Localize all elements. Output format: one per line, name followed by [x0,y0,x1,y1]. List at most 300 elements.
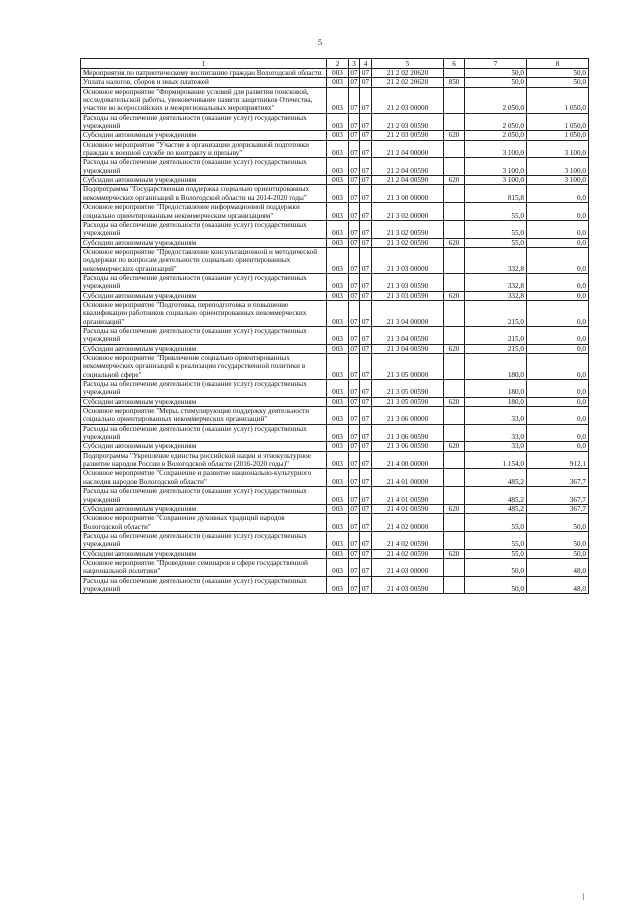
amount-year1-cell: 1 154,0 [465,451,527,469]
admin-code-cell: 003 [327,354,349,380]
section-cell: 07 [350,291,358,300]
row-name-cell: Расходы на обеспечение деятельности (оказание услуг) государственных учреждений [81,531,327,549]
row-name-cell: Мероприятия по патриотическому воспитанию граждан Вологодской области [81,69,327,78]
admin-code-cell: 003 [327,576,349,594]
expense-type-cell: 620 [444,131,465,140]
subsection-cell: 07 [360,326,372,344]
table-row [81,131,589,140]
target-article-cell: 21 3 02 00590 [372,238,444,247]
admin-code-cell: 003 [327,514,349,532]
table-row [81,451,589,469]
subsection-cell: 07 [360,576,372,594]
subsection-cell: 07 [360,247,372,273]
target-article-cell: 21 3 04 00590 [372,344,444,353]
amount-year1-cell: 3 100,0 [465,158,527,176]
admin-code-cell: 003 [327,451,349,469]
table-row [81,247,589,273]
expense-type-cell [444,203,465,221]
amount-year2-cell: 0,0 [527,354,589,380]
column-header: 2 [327,59,349,69]
column-header: 7 [465,59,527,69]
row-name-cell: Основное мероприятие "Привлечение социально ориентированных некоммерческих организаций к реализации государственной политики в социальной сфере" [81,354,327,380]
amount-year2-cell: 1 050,0 [527,113,589,131]
table-row [81,442,589,451]
subsection-cell: 07 [360,354,372,380]
amount-year2-cell: 48,0 [527,558,589,576]
subsection-cell: 07 [360,487,372,505]
row-name-cell: Субсидии автономным учреждениям [81,291,327,300]
amount-year2-cell: 0,0 [527,326,589,344]
expense-type-cell: 620 [444,344,465,353]
target-article-cell: 21 4 02 00590 [372,531,444,549]
row-name-cell: Субсидии автономным учреждениям [81,344,327,353]
target-article-cell: 21 4 00 00000 [372,451,444,469]
subsection-cell: 07 [360,380,372,398]
target-article-cell: 21 3 06 00000 [372,407,444,425]
amount-year1-cell: 55,0 [465,549,527,558]
table-row [81,78,589,87]
admin-code-cell: 003 [327,326,349,344]
table-row [81,238,589,247]
table-row [81,220,589,238]
column-header: 8 [527,59,589,69]
table-row [81,397,589,406]
amount-year2-cell: 367,7 [527,487,589,505]
table-row [81,69,589,78]
section-cell: 07 [350,442,358,451]
target-article-cell: 21 2 04 00590 [372,176,444,185]
amount-year1-cell: 50,0 [465,69,527,78]
expense-type-cell [444,424,465,442]
section-cell: 07 [349,558,360,576]
amount-year1-cell: 33,0 [465,407,527,425]
amount-year1-cell: 55,0 [465,203,527,221]
amount-year1-cell: 55,0 [465,220,527,238]
column-header: 5 [372,59,444,69]
section-cell: 07 [349,407,360,425]
row-name-cell: Расходы на обеспечение деятельности (оказание услуг) государственных учреждений [81,424,327,442]
table-row [81,273,589,291]
row-name-cell: Расходы на обеспечение деятельности (оказание услуг) государственных учреждений [81,220,327,238]
amount-year1-cell: 215,0 [465,300,527,326]
subsection-cell: 07 [360,451,372,469]
admin-code-cell: 003 [327,469,349,487]
row-name-cell: Субсидии автономным учреждениям [81,549,327,558]
admin-code-cell: 003 [327,203,349,221]
subsection-cell: 07 [360,113,372,131]
amount-year1-cell: 332,8 [465,247,527,273]
subsection-cell: 07 [360,158,372,176]
target-article-cell: 21 3 05 00000 [372,354,444,380]
subsection-cell: 07 [360,69,372,78]
amount-year2-cell: 912,1 [527,451,589,469]
subsection-cell: 07 [360,78,372,87]
subsection-cell: 07 [360,300,372,326]
table-row [81,531,589,549]
table-row [81,380,589,398]
subsection-cell: 07 [360,469,372,487]
admin-code-cell: 003 [327,344,349,353]
subsection-cell: 07 [360,442,372,451]
section-cell: 07 [349,140,360,158]
section-cell: 07 [349,247,360,273]
expense-type-cell [444,185,465,203]
table-row [81,549,589,558]
column-header: 6 [444,59,465,69]
table-row [81,176,589,185]
amount-year2-cell: 0,0 [527,344,589,353]
subsection-cell: 07 [360,185,372,203]
expense-type-cell [444,247,465,273]
amount-year1-cell: 332,8 [465,273,527,291]
subsection-cell: 07 [360,504,372,513]
row-name-cell: Подпрограмма "Укрепление единства российской нации и этнокультурное развитие народов России в Вологодской области (2016-2020 годы)" [81,451,327,469]
amount-year2-cell: 0,0 [527,442,589,451]
target-article-cell: 21 4 01 00000 [372,469,444,487]
expense-type-cell [444,469,465,487]
expense-type-cell: 620 [444,238,465,247]
amount-year2-cell: 0,0 [527,300,589,326]
table-row [81,558,589,576]
amount-year2-cell: 50,0 [527,78,589,87]
subsection-cell: 07 [360,203,372,221]
subsection-cell: 07 [360,273,372,291]
expense-type-cell [444,220,465,238]
admin-code-cell: 003 [327,78,349,87]
admin-code-cell: 003 [327,140,349,158]
subsection-cell: 07 [360,397,372,406]
admin-code-cell: 003 [327,158,349,176]
row-name-cell: Субсидии автономным учреждениям [81,131,327,140]
target-article-cell: 21 3 05 00590 [372,397,444,406]
section-cell: 07 [349,158,360,176]
expense-type-cell: 850 [444,78,465,87]
row-name-cell: Основное мероприятие "Сохранение духовных традиций народов Вологодской области" [81,514,327,532]
target-article-cell: 21 3 02 00000 [372,203,444,221]
target-article-cell: 21 4 03 00590 [372,576,444,594]
page-number: 5 [318,38,322,47]
section-cell: 07 [349,469,360,487]
table-row [81,140,589,158]
amount-year1-cell: 485,2 [465,504,527,513]
table-row [81,424,589,442]
table-body [81,69,589,594]
table-row [81,407,589,425]
amount-year2-cell: 0,0 [527,273,589,291]
section-cell: 07 [350,344,358,353]
table-row [81,326,589,344]
section-cell: 07 [350,78,358,87]
row-name-cell: Основное мероприятие "Предоставление консультационной и методической поддержки по вопросам деятельности социально ориентированных некоммерческих организаций" [81,247,327,273]
section-cell: 07 [349,220,360,238]
amount-year1-cell: 2 050,0 [465,87,527,113]
amount-year1-cell: 332,8 [465,291,527,300]
table-row [81,344,589,353]
target-article-cell: 21 4 02 00590 [372,549,444,558]
expense-type-cell: 620 [444,549,465,558]
table-row [81,158,589,176]
row-name-cell: Субсидии автономным учреждениям [81,238,327,247]
expense-type-cell [444,514,465,532]
subsection-cell: 07 [360,514,372,532]
admin-code-cell: 003 [327,238,349,247]
row-name-cell: Основное мероприятие "Предоставление информационной поддержки социально ориентированным некоммерческим организациям" [81,203,327,221]
admin-code-cell: 003 [327,291,349,300]
target-article-cell: 21 3 06 00590 [372,442,444,451]
expense-type-cell [444,87,465,113]
expense-type-cell: 620 [444,442,465,451]
amount-year2-cell: 0,0 [527,220,589,238]
amount-year1-cell: 180,0 [465,380,527,398]
expense-type-cell: 620 [444,504,465,513]
amount-year1-cell: 215,0 [465,344,527,353]
expense-type-cell: 620 [444,291,465,300]
table-row [81,185,589,203]
column-header: 4 [360,59,372,69]
section-cell: 07 [349,451,360,469]
table-row [81,514,589,532]
amount-year2-cell: 0,0 [527,185,589,203]
target-article-cell: 21 2 03 00000 [372,87,444,113]
amount-year1-cell: 2 050,0 [465,113,527,131]
subsection-cell: 07 [360,131,372,140]
section-cell: 07 [350,69,358,77]
amount-year2-cell: 50,0 [527,549,589,558]
expense-type-cell [444,140,465,158]
target-article-cell: 21 3 02 00590 [372,220,444,238]
amount-year2-cell: 3 100,0 [527,176,589,185]
amount-year2-cell: 367,7 [527,469,589,487]
amount-year1-cell: 815,8 [465,185,527,203]
table-row [81,87,589,113]
row-name-cell: Субсидии автономным учреждениям [81,397,327,406]
section-cell: 07 [349,113,360,131]
expense-type-cell [444,158,465,176]
expense-type-cell [444,451,465,469]
admin-code-cell: 003 [327,176,349,185]
amount-year1-cell: 215,0 [465,326,527,344]
expense-type-cell [444,326,465,344]
row-name-cell: Субсидии автономным учреждениям [81,504,327,513]
admin-code-cell: 003 [327,407,349,425]
admin-code-cell: 003 [327,380,349,398]
admin-code-cell: 003 [327,113,349,131]
amount-year1-cell: 55,0 [465,238,527,247]
section-cell: 07 [350,131,358,140]
section-cell: 07 [349,424,360,442]
expense-type-cell [444,273,465,291]
amount-year2-cell: 50,0 [527,69,589,78]
row-name-cell: Уплата налогов, сборов и иных платежей [81,78,327,87]
expense-type-cell [444,354,465,380]
subsection-cell: 07 [360,424,372,442]
section-cell: 07 [349,185,360,203]
amount-year1-cell: 3 100,0 [465,140,527,158]
row-name-cell: Расходы на обеспечение деятельности (оказание услуг) государственных учреждений [81,487,327,505]
admin-code-cell: 003 [327,185,349,203]
section-cell: 07 [349,326,360,344]
amount-year2-cell: 3 100,0 [527,158,589,176]
target-article-cell: 21 3 03 00590 [372,291,444,300]
amount-year2-cell: 0,0 [527,397,589,406]
target-article-cell: 21 3 03 00000 [372,247,444,273]
admin-code-cell: 003 [327,442,349,451]
row-name-cell: Основное мероприятие "Сохранение и развитие национально-культурного наследия народов Вологодской области" [81,469,327,487]
section-cell: 07 [349,531,360,549]
row-name-cell: Основное мероприятие "Проведение семинаров в сфере государственной национальной политики" [81,558,327,576]
row-name-cell: Расходы на обеспечение деятельности (оказание услуг) государственных учреждений [81,158,327,176]
subsection-cell: 07 [360,140,372,158]
section-cell: 07 [350,238,358,247]
amount-year1-cell: 55,0 [465,514,527,532]
amount-year2-cell: 0,0 [527,203,589,221]
row-name-cell: Расходы на обеспечение деятельности (оказание услуг) государственных учреждений [81,576,327,594]
target-article-cell: 21 2 02 20620 [372,78,444,87]
column-header: 1 [81,59,327,69]
table-header-row [81,59,589,69]
section-cell: 07 [349,87,360,113]
admin-code-cell: 003 [327,300,349,326]
section-cell: 07 [350,397,358,406]
section-cell: 07 [349,300,360,326]
admin-code-cell: 003 [327,397,349,406]
table-row [81,504,589,513]
amount-year1-cell: 485,2 [465,469,527,487]
target-article-cell: 21 4 01 00590 [372,487,444,505]
subsection-cell: 07 [360,238,372,247]
admin-code-cell: 003 [327,69,349,78]
amount-year2-cell: 3 100,0 [527,140,589,158]
amount-year2-cell: 0,0 [527,380,589,398]
amount-year2-cell: 48,0 [527,576,589,594]
target-article-cell: 21 3 00 00000 [372,185,444,203]
target-article-cell: 21 3 06 00590 [372,424,444,442]
table-row [81,354,589,380]
subsection-cell: 07 [360,176,372,185]
expense-type-cell [444,380,465,398]
admin-code-cell: 003 [327,273,349,291]
amount-year2-cell: 0,0 [527,238,589,247]
table-row [81,576,589,594]
expense-type-cell [444,69,465,78]
row-name-cell: Расходы на обеспечение деятельности (оказание услуг) государственных учреждений [81,326,327,344]
target-article-cell: 21 4 03 00000 [372,558,444,576]
row-name-cell: Расходы на обеспечение деятельности (оказание услуг) государственных учреждений [81,380,327,398]
row-name-cell: Субсидии автономным учреждениям [81,176,327,185]
expense-type-cell [444,300,465,326]
section-cell: 07 [349,576,360,594]
section-cell: 07 [350,176,358,185]
target-article-cell: 21 2 04 00000 [372,140,444,158]
row-name-cell: Расходы на обеспечение деятельности (оказание услуг) государственных учреждений [81,113,327,131]
section-cell: 07 [349,380,360,398]
subsection-cell: 07 [360,344,372,353]
target-article-cell: 21 3 05 00590 [372,380,444,398]
table-row [81,487,589,505]
amount-year2-cell: 0,0 [527,424,589,442]
amount-year2-cell: 367,7 [527,504,589,513]
target-article-cell: 21 4 02 00000 [372,514,444,532]
expense-type-cell [444,531,465,549]
row-name-cell: Основное мероприятие "Участие в организации допризывной подготовки граждан к военной службе по контракту и призыву" [81,140,327,158]
target-article-cell: 21 2 04 00590 [372,158,444,176]
section-cell: 07 [349,354,360,380]
expense-type-cell [444,576,465,594]
amount-year1-cell: 50,0 [465,558,527,576]
row-name-cell: Основное мероприятие "Меры, стимулирующие поддержку деятельности социально ориентированных некоммерческих организаций" [81,407,327,425]
target-article-cell: 21 3 04 00000 [372,300,444,326]
section-cell: 07 [349,273,360,291]
admin-code-cell: 003 [327,131,349,140]
amount-year2-cell: 0,0 [527,407,589,425]
subsection-cell: 07 [360,407,372,425]
admin-code-cell: 003 [327,487,349,505]
section-cell: 07 [350,504,358,513]
amount-year1-cell: 33,0 [465,424,527,442]
subsection-cell: 07 [360,220,372,238]
amount-year1-cell: 55,0 [465,531,527,549]
expense-type-cell [444,558,465,576]
target-article-cell: 21 3 04 00590 [372,326,444,344]
row-name-cell: Подпрограмма "Государственная поддержка социально ориентированных некоммерческих организаций в Вологодской области на 2014-2020 годы" [81,185,327,203]
subsection-cell: 07 [360,87,372,113]
section-cell: 07 [350,549,358,558]
admin-code-cell: 003 [327,220,349,238]
admin-code-cell: 003 [327,549,349,558]
section-cell: 07 [349,514,360,532]
table-row [81,300,589,326]
amount-year2-cell: 50,0 [527,531,589,549]
expense-type-cell [444,407,465,425]
subsection-cell: 07 [360,291,372,300]
amount-year2-cell: 1 050,0 [527,131,589,140]
table-row [81,113,589,131]
subsection-cell: 07 [360,549,372,558]
amount-year1-cell: 50,0 [465,576,527,594]
row-name-cell: Субсидии автономным учреждениям [81,442,327,451]
target-article-cell: 21 2 02 20620 [372,69,444,78]
amount-year1-cell: 180,0 [465,397,527,406]
row-name-cell: Основное мероприятие "Подготовка, переподготовка и повышение квалификации работников социально ориентированных некоммерческих организаций" [81,300,327,326]
target-article-cell: 21 2 03 00590 [372,113,444,131]
table-row [81,291,589,300]
amount-year2-cell: 0,0 [527,291,589,300]
section-cell: 07 [349,203,360,221]
expense-type-cell [444,113,465,131]
target-article-cell: 21 3 03 00590 [372,273,444,291]
admin-code-cell: 003 [327,247,349,273]
target-article-cell: 21 2 03 00590 [372,131,444,140]
expense-type-cell: 620 [444,397,465,406]
amount-year1-cell: 50,0 [465,78,527,87]
amount-year1-cell: 485,2 [465,487,527,505]
scan-mark [583,893,584,900]
table-row [81,469,589,487]
admin-code-cell: 003 [327,531,349,549]
row-name-cell: Расходы на обеспечение деятельности (оказание услуг) государственных учреждений [81,273,327,291]
admin-code-cell: 003 [327,504,349,513]
amount-year1-cell: 3 100,0 [465,176,527,185]
amount-year2-cell: 1 050,0 [527,87,589,113]
subsection-cell: 07 [360,558,372,576]
target-article-cell: 21 4 01 00590 [372,504,444,513]
expense-type-cell [444,487,465,505]
column-header: 3 [349,59,360,69]
amount-year2-cell: 0,0 [527,247,589,273]
amount-year1-cell: 2 050,0 [465,131,527,140]
amount-year1-cell: 33,0 [465,442,527,451]
admin-code-cell: 003 [327,87,349,113]
